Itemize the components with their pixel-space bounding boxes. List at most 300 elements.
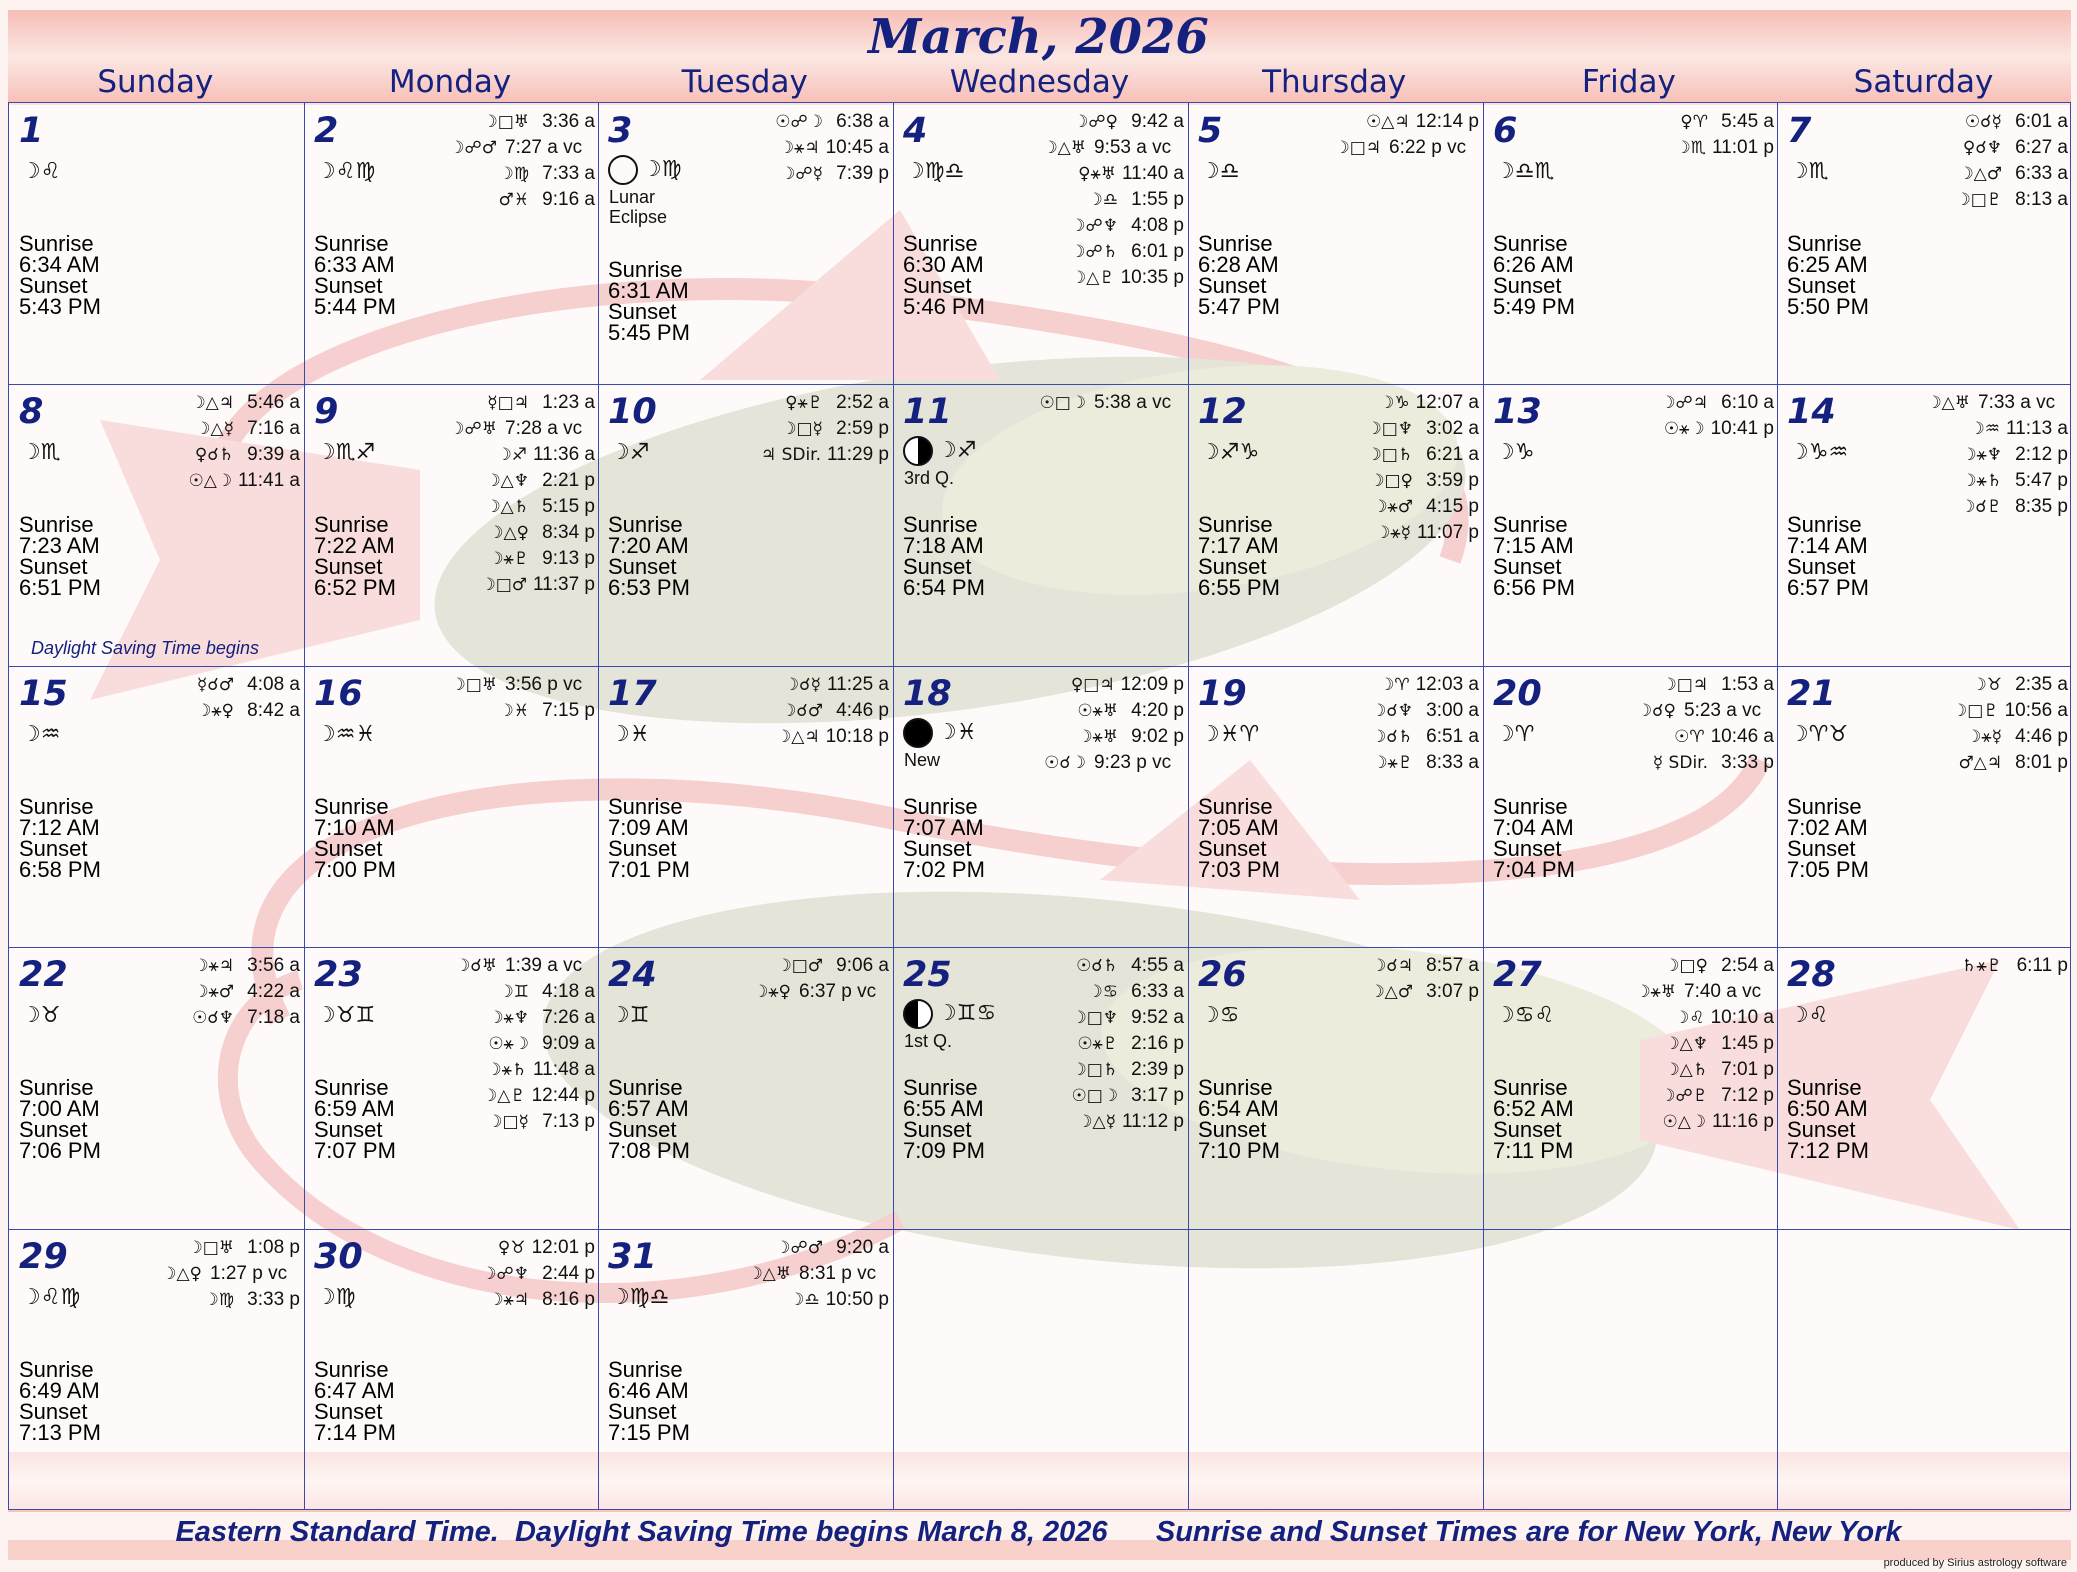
aspect-glyphs: ☽♎ [1087, 190, 1118, 210]
sunrise-sunset-block [608, 514, 690, 598]
aspect-glyphs: ☽□♅ [187, 1238, 234, 1258]
sunrise-label: Sunrise [19, 1075, 94, 1100]
day-cell[interactable] [893, 103, 1188, 384]
aspect-row [1637, 750, 1774, 776]
aspect-glyphs: ♀□♃ [1070, 675, 1115, 695]
moon-sign-glyphs: ☽♍ [316, 1285, 356, 1310]
aspect-glyphs: ☽☍♀ [1073, 112, 1118, 132]
aspect-list [747, 1235, 889, 1313]
aspect-time: 7:26 a [542, 1007, 595, 1028]
sunrise-sunset-block [608, 259, 690, 343]
day-number: 22 [19, 955, 68, 995]
day-number: 28 [1787, 955, 1836, 995]
aspect-row [1955, 109, 2068, 135]
sunset-time: 7:14 PM [314, 1420, 396, 1445]
aspect-glyphs: ☽☌♄ [1371, 727, 1413, 747]
sunrise-sunset-block [1787, 514, 1869, 598]
aspect-row [1926, 442, 2068, 468]
aspect-glyphs: ☽□♆ [1071, 1008, 1118, 1028]
aspect-time: 7:27 a vc [505, 137, 583, 158]
aspect-row [1952, 698, 2068, 724]
sunrise-time: 7:18 AM [903, 533, 984, 558]
sunrise-label: Sunrise [608, 1075, 683, 1100]
aspect-list [1334, 109, 1479, 161]
sunrise-time: 6:54 AM [1198, 1096, 1279, 1121]
sunrise-time: 6:31 AM [608, 278, 689, 303]
aspect-time: 6:37 p vc [799, 981, 877, 1002]
day-cell[interactable] [1483, 666, 1778, 947]
aspect-time: 10:35 p [1120, 267, 1184, 288]
aspect-list [1366, 390, 1479, 546]
sunrise-label: Sunrise [608, 1357, 683, 1382]
sunset-label: Sunset [903, 1117, 972, 1142]
aspect-time: 12:44 p [531, 1085, 595, 1106]
sunrise-sunset-block [903, 233, 985, 317]
sunrise-label: Sunrise [1493, 231, 1568, 256]
day-cell[interactable] [598, 384, 893, 665]
aspect-time: 4:46 p [2015, 726, 2068, 747]
sunset-label: Sunset [608, 299, 677, 324]
aspect-time: 6:38 a [836, 111, 889, 132]
aspect-row [455, 1005, 595, 1031]
aspect-glyphs: ☉△☽ [1662, 1112, 1707, 1132]
aspect-time: 7:15 p [542, 700, 595, 721]
aspect-row [1071, 1005, 1184, 1031]
sunrise-sunset-block [608, 1077, 690, 1161]
aspect-row [753, 953, 889, 979]
aspect-list [1071, 953, 1184, 1135]
sunrise-sunset-block [1198, 1077, 1280, 1161]
day-cell[interactable] [598, 103, 893, 384]
day-number: 7 [1787, 111, 1812, 151]
sunrise-label: Sunrise [1787, 794, 1862, 819]
sunset-time: 7:05 PM [1787, 857, 1869, 882]
aspect-time: 11:41 a [238, 470, 300, 491]
sunset-label: Sunset [1787, 1117, 1856, 1142]
aspect-glyphs: ☽♉ [1971, 675, 2002, 695]
day-cell[interactable] [304, 103, 599, 384]
day-cell[interactable] [1188, 103, 1483, 384]
aspect-time: 2:44 p [542, 1263, 595, 1284]
aspect-row [761, 390, 889, 416]
moon-phase-icon [903, 436, 933, 466]
aspect-row [481, 1287, 595, 1313]
aspect-row [161, 1235, 300, 1261]
sunrise-label: Sunrise [903, 794, 978, 819]
aspect-time: 4:18 a [542, 981, 595, 1002]
day-number: 19 [1198, 674, 1247, 714]
aspect-row [1660, 416, 1774, 442]
sunrise-time: 6:46 AM [608, 1378, 689, 1403]
sunrise-label: Sunrise [314, 231, 389, 256]
aspect-glyphs: ☽♎ [789, 1290, 820, 1310]
sunrise-time: 6:33 AM [314, 252, 395, 277]
sunrise-sunset-block [1787, 1077, 1869, 1161]
sunset-label: Sunset [1198, 273, 1267, 298]
aspect-row [1369, 953, 1479, 979]
aspect-time: 1:39 a vc [505, 955, 583, 976]
sunrise-time: 7:05 AM [1198, 815, 1279, 840]
empty-day-cell [893, 1229, 1188, 1510]
sunrise-time: 7:04 AM [1493, 815, 1574, 840]
sunset-label: Sunset [608, 554, 677, 579]
aspect-time: 1:55 p [1131, 189, 1184, 210]
day-cell[interactable] [1483, 103, 1778, 384]
moon-phase-row [903, 718, 976, 748]
moon-sign-glyphs: ☽♏ [1789, 159, 1829, 184]
aspect-glyphs: ☽⚹♅ [1635, 982, 1676, 1002]
aspect-list [761, 390, 889, 468]
aspect-time: 11:36 a [533, 444, 595, 465]
aspect-row [1042, 265, 1184, 291]
day-cell[interactable] [304, 384, 599, 665]
moon-sign-glyphs: ☽♎ [1200, 159, 1240, 184]
aspect-time: 6:01 a [2015, 111, 2068, 132]
sunset-time: 7:12 PM [1787, 1138, 1869, 1163]
aspect-glyphs: ☽♓ [498, 701, 529, 721]
aspect-glyphs: ☽☍♆ [481, 1264, 529, 1284]
aspect-list [753, 953, 889, 1005]
sunrise-sunset-block [314, 1359, 396, 1443]
aspect-row [1371, 698, 1479, 724]
aspect-glyphs: ☽♈ [1379, 675, 1410, 695]
empty-day-cell [1188, 1229, 1483, 1510]
aspect-time: 7:12 p [1721, 1085, 1774, 1106]
sunset-label: Sunset [314, 273, 383, 298]
aspect-time: 11:29 p [827, 444, 889, 465]
day-cell[interactable] [9, 384, 304, 665]
day-number: 21 [1787, 674, 1836, 714]
aspect-time: 9:09 a [542, 1033, 595, 1054]
aspect-glyphs: ♀⚹♇ [785, 393, 823, 413]
aspect-glyphs: ☽♐ [496, 445, 528, 465]
sunrise-label: Sunrise [608, 257, 683, 282]
day-number: 18 [903, 674, 952, 714]
day-cell[interactable] [1188, 666, 1483, 947]
aspect-glyphs: ☽⚹♃ [193, 956, 234, 976]
sunset-time: 5:44 PM [314, 294, 396, 319]
dst-note: Daylight Saving Time begins [31, 638, 259, 658]
aspect-glyphs: ☽☌☿ [783, 675, 822, 695]
sunset-time: 6:53 PM [608, 575, 690, 600]
aspect-glyphs: ☿☌♂ [196, 675, 234, 695]
aspect-list [1044, 672, 1184, 776]
aspect-time: 2:16 p [1131, 1033, 1184, 1054]
day-cell[interactable] [598, 1229, 893, 1510]
day-cell[interactable] [1777, 103, 2072, 384]
aspect-time: 6:01 p [1131, 241, 1184, 262]
day-cell[interactable] [9, 947, 304, 1228]
sunrise-label: Sunrise [1493, 794, 1568, 819]
aspect-glyphs: ☉♈ [1674, 727, 1705, 747]
aspect-row [1366, 390, 1479, 416]
aspect-row [1926, 390, 2068, 416]
aspect-time: 2:21 p [542, 470, 595, 491]
aspect-time: 10:56 a [2004, 700, 2068, 721]
aspect-glyphs: ☽△☿ [1077, 1112, 1117, 1132]
aspect-row [1637, 672, 1774, 698]
aspect-glyphs: ♂♓ [498, 190, 529, 210]
aspect-row [196, 698, 300, 724]
aspect-time: 2:59 p [836, 418, 889, 439]
aspect-glyphs: ☽♏ [1675, 138, 1707, 158]
aspect-row [450, 672, 595, 698]
moon-sign-glyphs: ☽♓♈ [1200, 722, 1260, 747]
aspect-glyphs: ☽△♅ [747, 1264, 791, 1284]
aspect-time: 10:18 p [825, 726, 889, 747]
day-cell[interactable] [1777, 384, 2072, 665]
aspect-glyphs: ☽□☿ [781, 419, 823, 439]
aspect-time: 7:13 p [542, 1111, 595, 1132]
aspect-time: 6:22 p vc [1389, 137, 1467, 158]
aspect-list [1371, 672, 1479, 776]
day-cell[interactable] [1188, 947, 1483, 1228]
moon-phase-row [608, 155, 681, 185]
aspect-glyphs: ☽☍♆ [1070, 216, 1118, 236]
aspect-row [1334, 109, 1479, 135]
sunrise-sunset-block [1493, 233, 1575, 317]
sunrise-time: 6:55 AM [903, 1096, 984, 1121]
aspect-row [455, 1083, 595, 1109]
aspect-time: 3:33 p [1721, 752, 1774, 773]
day-number: 24 [608, 955, 657, 995]
aspect-row [196, 672, 300, 698]
aspect-time: 9:13 p [542, 548, 595, 569]
aspect-glyphs: ☽☌♀ [1636, 701, 1676, 721]
sunset-label: Sunset [19, 273, 88, 298]
aspect-time: 7:40 a vc [1684, 981, 1762, 1002]
day-number: 9 [314, 392, 339, 432]
aspect-row [1071, 1031, 1184, 1057]
aspect-time: 3:17 p [1131, 1085, 1184, 1106]
aspect-time: 12:03 a [1415, 674, 1479, 695]
sunrise-label: Sunrise [1198, 1075, 1273, 1100]
day-number: 27 [1493, 955, 1542, 995]
aspect-list [1926, 390, 2068, 520]
day-cell[interactable] [304, 666, 599, 947]
day-cell[interactable] [9, 666, 304, 947]
aspect-glyphs: ☽♍ [498, 164, 529, 184]
aspect-time: 8:13 a [2015, 189, 2068, 210]
moon-sign-glyphs: ☽♌ [1789, 1003, 1829, 1028]
aspect-glyphs: ☽♑ [1379, 393, 1410, 413]
sunrise-label: Sunrise [608, 512, 683, 537]
aspect-row [1371, 750, 1479, 776]
day-cell[interactable] [598, 666, 893, 947]
aspect-row [1952, 672, 2068, 698]
aspect-list [1637, 672, 1774, 776]
sunrise-sunset-block [1198, 233, 1280, 317]
aspect-glyphs: ☉⚹☽ [1663, 419, 1705, 439]
aspect-row [449, 546, 595, 572]
aspect-time: 7:33 a [542, 163, 595, 184]
aspect-row [1635, 1109, 1774, 1135]
aspect-row [455, 1031, 595, 1057]
aspect-time: 4:46 p [836, 700, 889, 721]
moon-sign-glyphs: ☽♐ [937, 438, 977, 463]
aspect-list [1039, 390, 1184, 416]
aspect-time: 10:41 p [1710, 418, 1774, 439]
moon-phase-row [903, 999, 996, 1029]
aspect-list [1369, 953, 1479, 1005]
aspect-row [1334, 135, 1479, 161]
aspect-time: 9:02 p [1131, 726, 1184, 747]
aspect-row [1071, 953, 1184, 979]
sunrise-label: Sunrise [1198, 794, 1273, 819]
sunrise-time: 6:57 AM [608, 1096, 689, 1121]
sunrise-label: Sunrise [1493, 1075, 1568, 1100]
sunrise-sunset-block [19, 514, 101, 598]
aspect-glyphs: ☽⚹♀ [196, 701, 234, 721]
aspect-list [775, 109, 889, 187]
aspect-glyphs: ☽△♃ [776, 727, 820, 747]
aspect-row [775, 135, 889, 161]
day-cell[interactable] [304, 947, 599, 1228]
day-number: 25 [903, 955, 952, 995]
aspect-glyphs: ☽□♃ [1334, 138, 1381, 158]
aspect-row [1366, 520, 1479, 546]
aspect-time: 11:16 p [1712, 1111, 1774, 1132]
day-cell[interactable] [893, 947, 1188, 1228]
moon-sign-glyphs: ☽♐ [610, 440, 650, 465]
sunrise-time: 7:23 AM [19, 533, 100, 558]
sunrise-label: Sunrise [1787, 231, 1862, 256]
sunset-label: Sunset [903, 836, 972, 861]
sunset-label: Sunset [608, 836, 677, 861]
aspect-row [1961, 953, 2068, 979]
aspect-glyphs: ☽☍♃ [1660, 393, 1708, 413]
sunrise-label: Sunrise [19, 512, 94, 537]
day-cell[interactable] [1777, 666, 2072, 947]
aspect-glyphs: ☉⚹♅ [1077, 701, 1118, 721]
day-number: 2 [314, 111, 339, 151]
aspect-list [1635, 953, 1774, 1135]
day-cell[interactable] [1483, 947, 1778, 1228]
aspect-list [1660, 390, 1774, 442]
sunset-label: Sunset [903, 273, 972, 298]
aspect-row [1926, 416, 2068, 442]
aspect-time: 8:57 a [1426, 955, 1479, 976]
aspect-time: 9:39 a [247, 444, 300, 465]
aspect-row [1071, 1109, 1184, 1135]
day-number: 13 [1493, 392, 1542, 432]
aspect-glyphs: ☽⚹☿ [1966, 727, 2002, 747]
moon-phase-icon [903, 718, 933, 748]
aspect-glyphs: ☽⚹♄ [1961, 471, 2002, 491]
aspect-row [1044, 672, 1184, 698]
sunset-time: 7:10 PM [1198, 1138, 1280, 1163]
day-cell[interactable] [1483, 384, 1778, 665]
aspect-list [449, 109, 595, 213]
aspect-time: 6:33 a [2015, 163, 2068, 184]
day-number: 12 [1198, 392, 1247, 432]
day-cell[interactable] [1188, 384, 1483, 665]
aspect-time: 8:42 a [247, 700, 300, 721]
moon-sign-glyphs: ☽♍♎ [610, 1285, 670, 1310]
aspect-time: 3:02 a [1426, 418, 1479, 439]
aspect-time: 11:25 a [827, 674, 889, 695]
aspect-row [1955, 135, 2068, 161]
weekday-friday: Friday [1581, 64, 1676, 100]
moon-sign-glyphs: ☽♏ [21, 440, 61, 465]
aspect-row [161, 1261, 300, 1287]
aspect-time: 5:46 a [247, 392, 300, 413]
day-cell[interactable] [893, 384, 1188, 665]
aspect-row [449, 468, 595, 494]
aspect-row [188, 390, 300, 416]
weekday-thursday: Thursday [1262, 64, 1407, 100]
day-cell[interactable] [9, 103, 304, 384]
aspect-glyphs: ☽□♂ [776, 956, 823, 976]
aspect-time: 3:33 p [247, 1289, 300, 1310]
aspect-row [1366, 442, 1479, 468]
aspect-row [449, 494, 595, 520]
sunrise-time: 7:00 AM [19, 1096, 100, 1121]
sunrise-sunset-block [1787, 233, 1869, 317]
aspect-row [1635, 953, 1774, 979]
aspect-time: 8:33 a [1426, 752, 1479, 773]
aspect-glyphs: ☽⚹♀ [753, 982, 791, 1002]
sunrise-sunset-block [19, 1077, 101, 1161]
sunrise-time: 7:07 AM [903, 815, 984, 840]
aspect-glyphs: ☉☍☽ [775, 112, 823, 132]
day-cell[interactable] [1777, 947, 2072, 1228]
moon-sign-glyphs: ☽♑♒ [1789, 440, 1849, 465]
aspect-row [1042, 135, 1184, 161]
aspect-row [747, 1235, 889, 1261]
day-cell[interactable] [893, 666, 1188, 947]
aspect-row [1637, 724, 1774, 750]
aspect-time: 3:36 a [542, 111, 595, 132]
sunset-label: Sunset [1787, 554, 1856, 579]
day-cell[interactable] [598, 947, 893, 1228]
moon-sign-glyphs: ☽♈♉ [1789, 722, 1849, 747]
aspect-row [1676, 135, 1774, 161]
sunrise-sunset-block [19, 1359, 101, 1443]
aspect-row [1042, 213, 1184, 239]
aspect-row [776, 724, 889, 750]
sunrise-label: Sunrise [1198, 512, 1273, 537]
aspect-time: 5:47 p [2015, 470, 2068, 491]
sunrise-label: Sunrise [314, 1075, 389, 1100]
aspect-glyphs: ☽△♅ [1926, 393, 1970, 413]
sunset-label: Sunset [1198, 1117, 1267, 1142]
day-number: 4 [903, 111, 928, 151]
sunset-label: Sunset [608, 1399, 677, 1424]
sunset-time: 6:55 PM [1198, 575, 1280, 600]
moon-sign-glyphs: ☽♒ [21, 722, 61, 747]
sunrise-time: 6:59 AM [314, 1096, 395, 1121]
aspect-row [1366, 416, 1479, 442]
moon-phase-icon [903, 999, 933, 1029]
aspect-row [455, 953, 595, 979]
aspect-glyphs: ☉□☽ [1039, 393, 1086, 413]
aspect-time: 9:52 a [1131, 1007, 1184, 1028]
aspect-row [1044, 724, 1184, 750]
sunset-time: 7:15 PM [608, 1420, 690, 1445]
aspect-row [1635, 1031, 1774, 1057]
aspect-glyphs: ☽♍ [203, 1290, 234, 1310]
sunset-label: Sunset [19, 836, 88, 861]
moon-sign-glyphs: ☽♏♐ [316, 440, 376, 465]
aspect-glyphs: ☽△♆ [485, 471, 529, 491]
sunrise-label: Sunrise [19, 231, 94, 256]
day-cell[interactable] [9, 1229, 304, 1510]
aspect-row [192, 979, 300, 1005]
weekday-saturday: Saturday [1853, 64, 1994, 100]
day-cell[interactable] [304, 1229, 599, 1510]
moon-sign-glyphs: ☽♌♍ [316, 159, 376, 184]
